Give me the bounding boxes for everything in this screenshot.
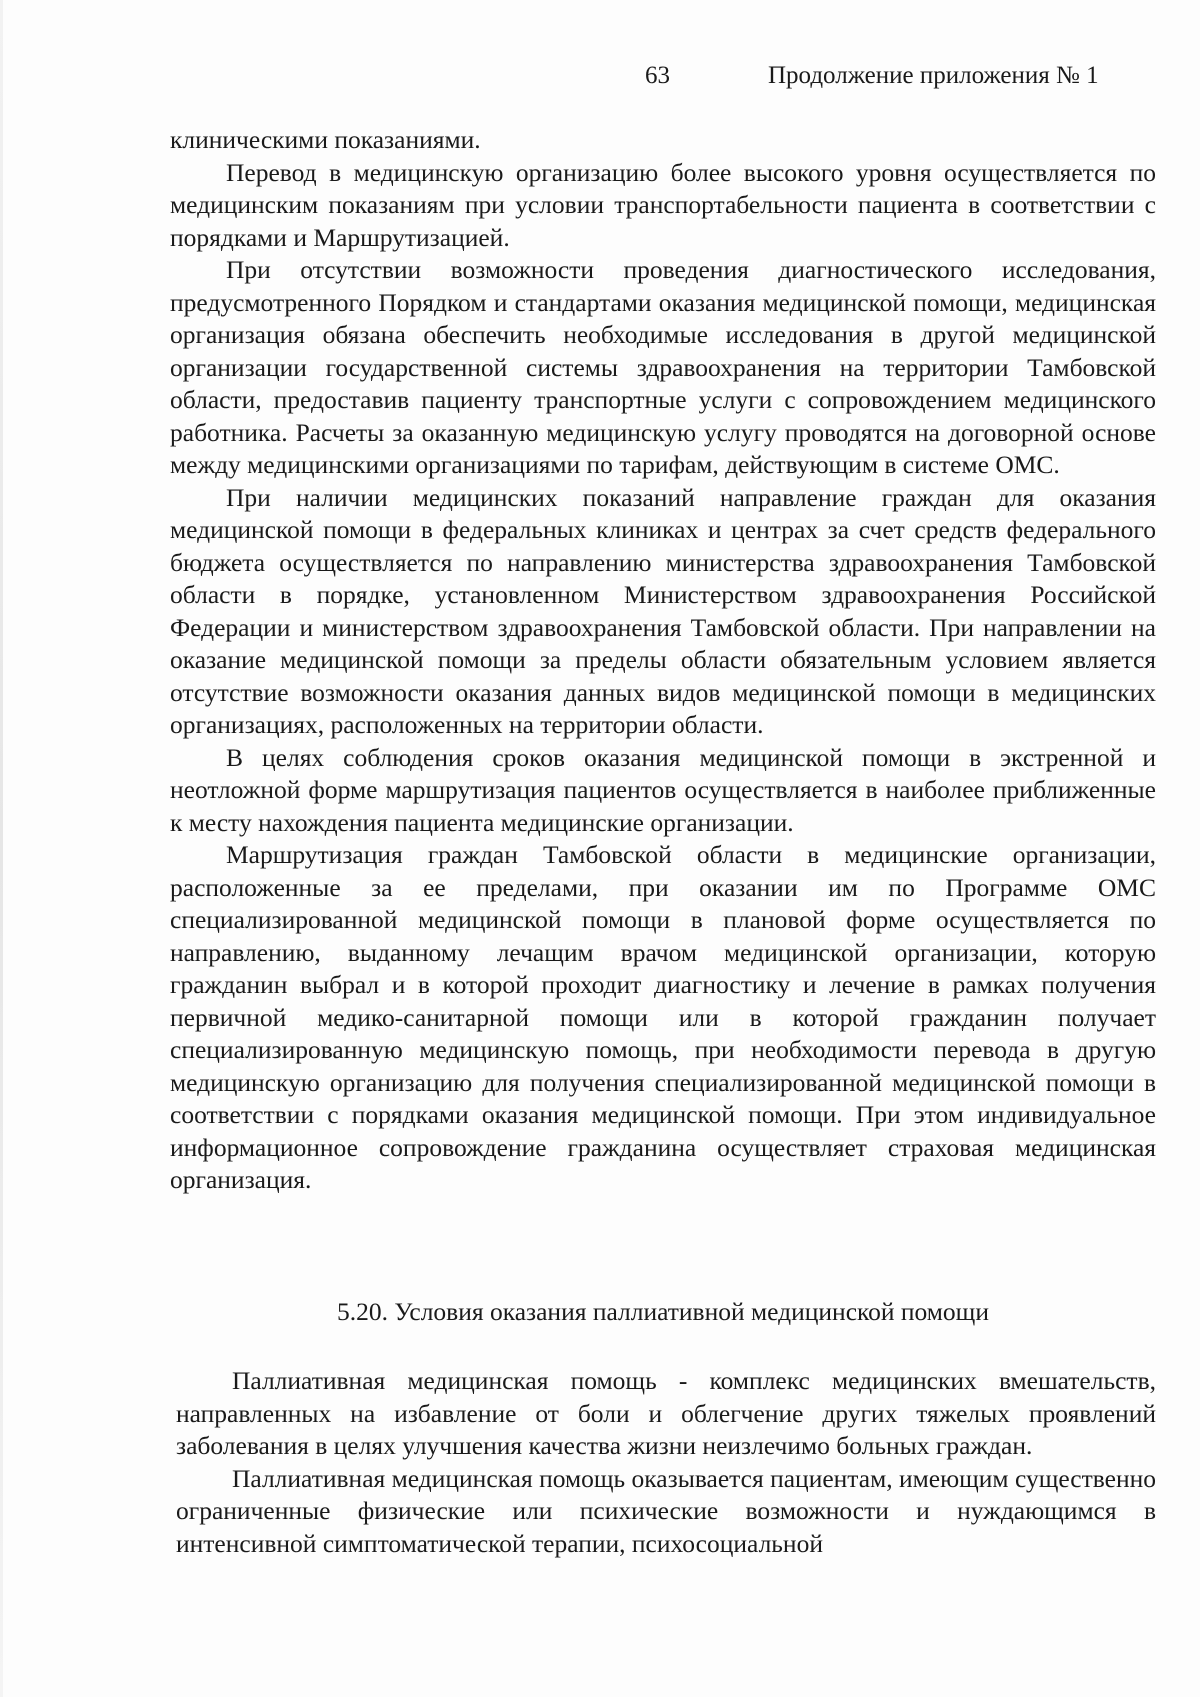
paragraph: При отсутствии возможности проведения диагностического исследования, предусмотренного Порядком и стандартами оказания медицинской помощи, медицинская организация обязана обеспечить необходимые исследования в другой медицинской организации государственной системы здравоохранения на территории Тамбовской области, предоставив пациенту транспортные услуги с сопровождением медицинского работника. Расчеты за оказанную медицинскую услугу проводятся на договорной основе между медицинскими организациями по тарифам, действующим в системе ОМС. [170, 255, 1156, 479]
page-header [0, 62, 1200, 102]
paragraph: При наличии медицинских показаний направление граждан для оказания медицинской помощи в федеральных клиниках и центрах за счет средств федерального бюджета осуществляется по направлению министерства здравоохранения Тамбовской области в порядке, установленном Министерством здравоохранения Российской Федерации и министерством здравоохранения Тамбовской области. При направлении на оказание медицинской помощи за пределы области обязательным условием является отсутствие возможности оказания данных видов медицинской помощи в медицинских организациях, расположенных на территории области. [170, 482, 1156, 739]
paragraph: В целях соблюдения сроков оказания медицинской помощи в экстренной и неотложной форме маршрутизация пациентов осуществляется в наиболее приближенные к месту нахождения пациента медицинские организации. [170, 742, 1156, 837]
paragraph: Перевод в медицинскую организацию более высокого уровня осуществляется по медицинским показаниям при условии транспортабельности пациента в соответствии с порядками и Маршрутизацией. [170, 157, 1156, 252]
page-number: 63 [645, 62, 670, 89]
section-heading: 5.20. Условия оказания паллиативной медицинской помощи [337, 1297, 989, 1326]
scan-edge [0, 0, 3, 1697]
paragraph: Паллиативная медицинская помощь оказывается пациентам, имеющим существенно ограниченные физические или психические возможности и нуждающимся в интенсивной симптоматической терапии, психосоциальной [176, 1463, 1156, 1558]
appendix-continuation-label: Продолжение приложения № 1 [768, 62, 1099, 89]
paragraph: клиническими показаниями. [170, 125, 481, 154]
paragraph: Маршрутизация граждан Тамбовской области в медицинские организации, расположенные за ее пределами, при оказании им по Программе ОМС специализированной медицинской помощи в плановой форме осуществляется по направлению, выданному лечащим врачом медицинской организации, которую гражданин выбрал и в которой проходит диагностику и лечение в рамках получения первичной медико-санитарной помощи или в которой гражданин получает специализированную медицинскую помощь, при необходимости перевода в другую медицинскую организацию для получения специализированной медицинской помощи в соответствии с порядками оказания медицинской помощи. При этом индивидуальное информационное сопровождение гражданина осуществляет страховая медицинская организация. [170, 840, 1156, 1194]
body-text [170, 124, 1156, 1197]
paragraph: Паллиативная медицинская помощь - комплекс медицинских вмешательств, направленных на избавление от боли и облегчение других тяжелых проявлений заболевания в целях улучшения качества жизни неизлечимо больных граждан. [176, 1366, 1156, 1460]
section-body [176, 1365, 1156, 1560]
